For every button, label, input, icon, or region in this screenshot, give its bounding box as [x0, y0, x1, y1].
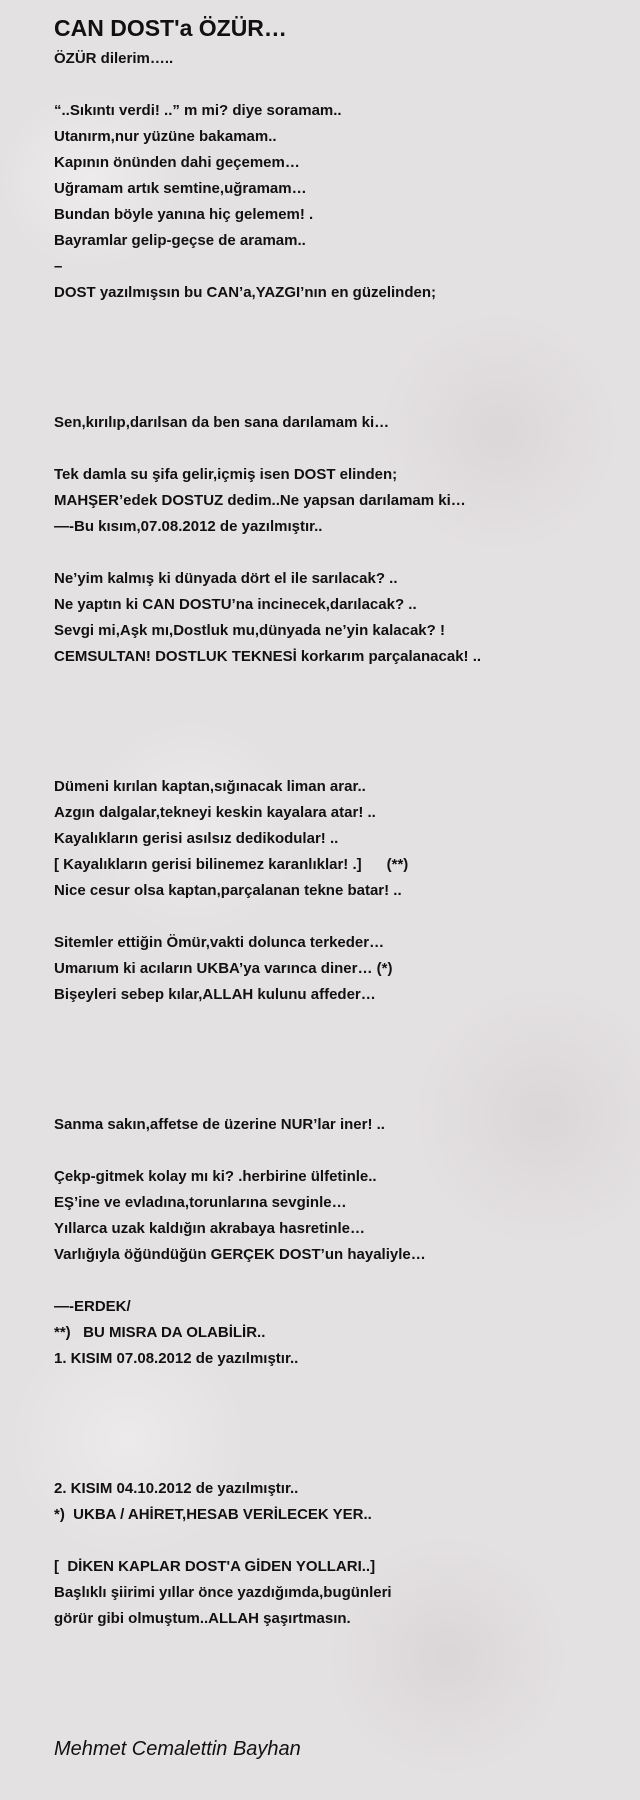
line-gap: [54, 1138, 614, 1164]
stanza-gap: [54, 306, 614, 410]
poem-line: **) BU MISRA DA OLABİLİR..: [54, 1324, 266, 1341]
poem-line: Bayramlar gelip-geçse de aramam..: [54, 232, 306, 249]
stanza-gap: [54, 1372, 614, 1476]
poem-line: —-ERDEK/: [54, 1298, 131, 1315]
poem-line: Kapının önünden dahi geçemem…: [54, 154, 300, 171]
poem-line: Ne’yim kalmış ki dünyada dört el ile sarılacak? ..: [54, 570, 398, 587]
poem-line: —-Bu kısım,07.08.2012 de yazılmıştır..: [54, 518, 323, 535]
poem-line: CEMSULTAN! DOSTLUK TEKNESİ korkarım parçalanacak! ..: [54, 648, 482, 665]
poem-line: [ DİKEN KAPLAR DOST'A GİDEN YOLLARI..]: [54, 1558, 376, 1575]
stanza-gap: [54, 1008, 614, 1112]
poem-body: [54, 46, 614, 1632]
poem-line: Sen,kırılıp,darılsan da ben sana darılamam ki…: [54, 414, 390, 431]
poem-line: Azgın dalgalar,tekneyi keskin kayalara atar! ..: [54, 804, 376, 821]
poem-line: Bişeyleri sebep kılar,ALLAH kulunu affeder…: [54, 986, 376, 1003]
poem-line: Sanma sakın,affetse de üzerine NUR’lar iner! ..: [54, 1116, 385, 1133]
poem-line: Yıllarca uzak kaldığın akrabaya hasretinle…: [54, 1220, 365, 1237]
line-gap: [54, 904, 614, 930]
poem-line: –: [54, 258, 63, 275]
poem-title: CAN DOST'a ÖZÜR…: [54, 15, 287, 41]
poem-line: *) UKBA / AHİRET,HESAB VERİLECEK YER..: [54, 1506, 372, 1523]
poem-line: ÖZÜR dilerim…..: [54, 50, 174, 67]
author-name: Mehmet Cemalettin Bayhan: [54, 1738, 301, 1760]
poem-line: DOST yazılmışsın bu CAN’a,YAZGI’nın en güzelinden;: [54, 284, 436, 301]
poem-line: Bundan böyle yanına hiç gelemem! .: [54, 206, 314, 223]
poem-line: Ne yaptın ki CAN DOSTU’na incinecek,darılacak? ..: [54, 596, 417, 613]
poem-line: 1. KISIM 07.08.2012 de yazılmıştır..: [54, 1350, 299, 1367]
poem-line: 2. KISIM 04.10.2012 de yazılmıştır..: [54, 1480, 299, 1497]
poem-line: Utanırm,nur yüzüne bakamam..: [54, 128, 277, 145]
poem-line: Umarıum ki acıların UKBA’ya varınca diner… (*): [54, 960, 393, 977]
poem-line: MAHŞER’edek DOSTUZ dedim..Ne yapsan darılamam ki…: [54, 492, 466, 509]
poem-line: Varlığıyla öğündüğün GERÇEK DOST’un hayaliyle…: [54, 1246, 426, 1263]
poem-line: “..Sıkıntı verdi! ..” m mi? diye soramam..: [54, 102, 342, 119]
poem-line: Sevgi mi,Aşk mı,Dostluk mu,dünyada ne’yin kalacak? !: [54, 622, 445, 639]
poem-line: Tek damla su şifa gelir,içmiş isen DOST elinden;: [54, 466, 398, 483]
poem-line: Kayalıkların gerisi asılsız dedikodular! ..: [54, 830, 339, 847]
poem-line: Başlıklı şiirimi yıllar önce yazdığımda,bugünleri: [54, 1584, 392, 1601]
poem-container: [54, 10, 614, 1632]
line-gap: [54, 540, 614, 566]
poem-line: Dümeni kırılan kaptan,sığınacak liman arar..: [54, 778, 366, 795]
poem-line: Çekp-gitmek kolay mı ki? .herbirine ülfetinle..: [54, 1168, 377, 1185]
line-gap: [54, 1528, 614, 1554]
poem-line: Nice cesur olsa kaptan,parçalanan tekne batar! ..: [54, 882, 402, 899]
line-gap: [54, 1268, 614, 1294]
poem-line: Sitemler ettiğin Ömür,vakti dolunca terkeder…: [54, 934, 385, 951]
poem-line: EŞ’ine ve evladına,torunlarına sevginle…: [54, 1194, 347, 1211]
line-gap: [54, 436, 614, 462]
poem-line: görür gibi olmuştum..ALLAH şaşırtmasın.: [54, 1610, 351, 1627]
line-gap: [54, 72, 614, 98]
poem-line: [ Kayalıkların gerisi bilinemez karanlıklar! .] (**): [54, 856, 409, 873]
stanza-gap: [54, 670, 614, 774]
poem-line: Uğramam artık semtine,uğramam…: [54, 180, 307, 197]
